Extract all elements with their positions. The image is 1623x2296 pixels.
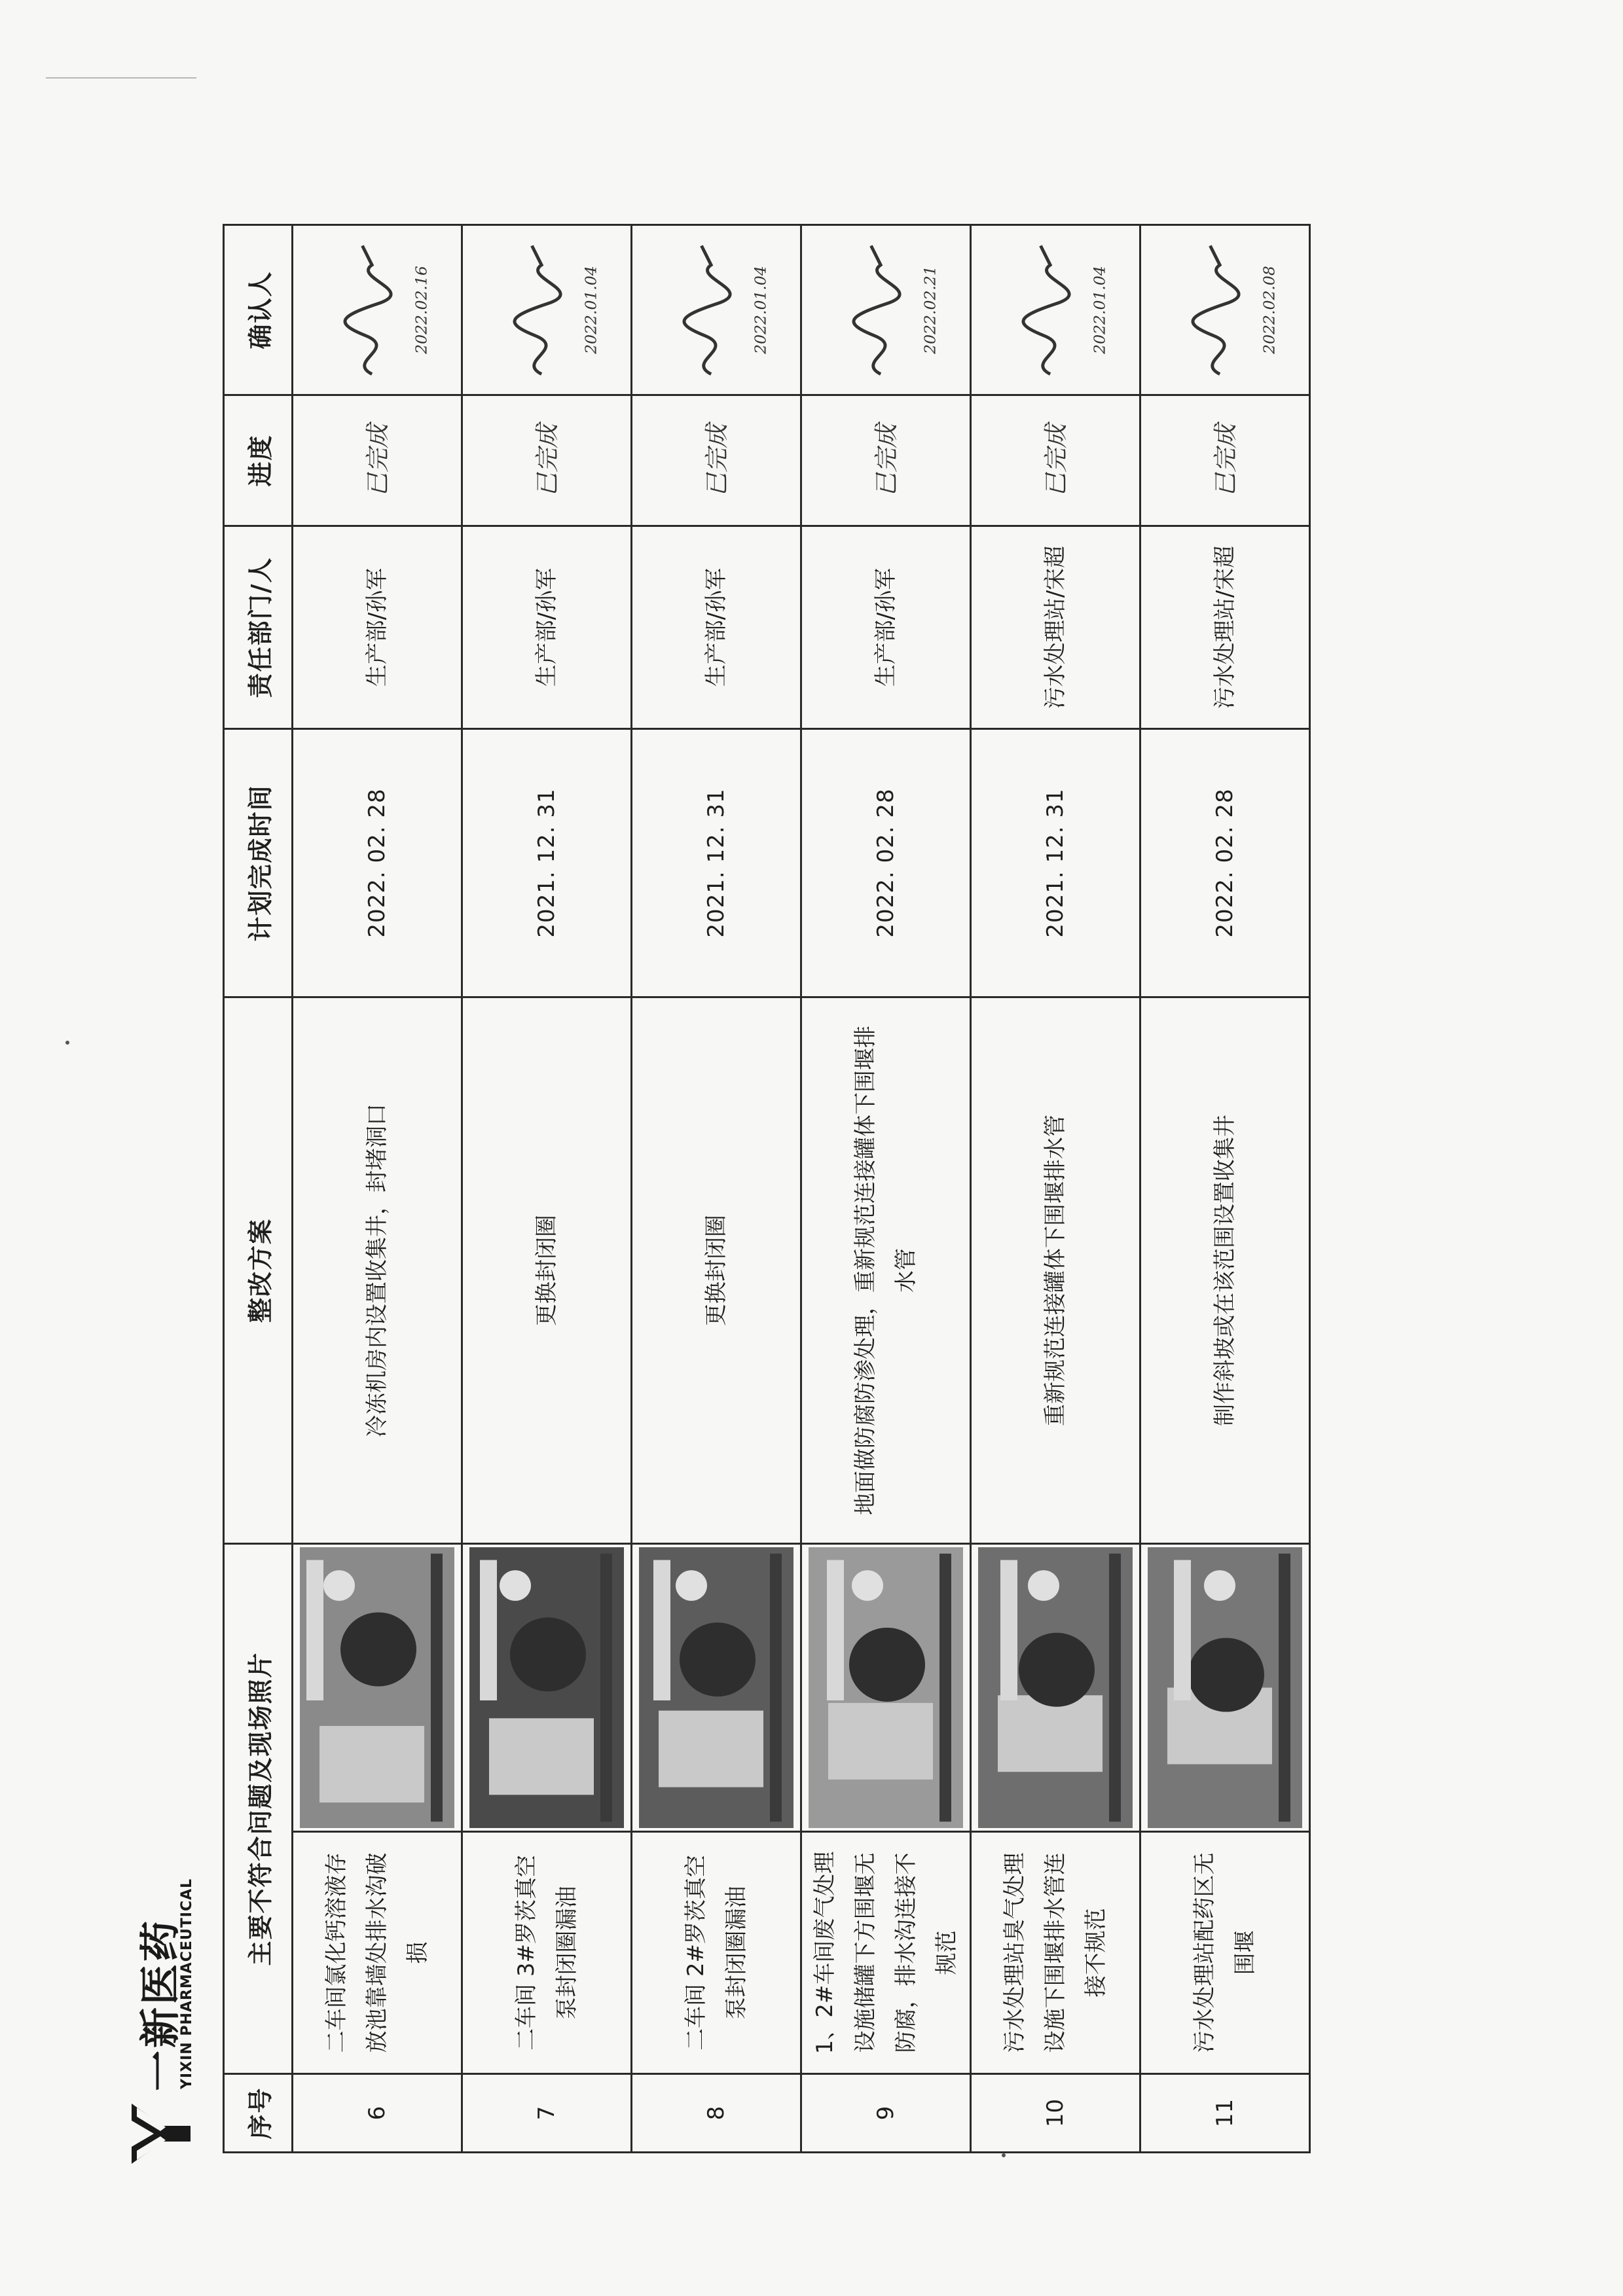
plan-text: 地面做防腐防渗处理，重新规范连接罐体下围堰排水管 [801, 997, 971, 1543]
header-deadline: 计划完成时间 [224, 728, 293, 997]
site-photo [978, 1547, 1133, 1828]
progress-handwriting [639, 397, 793, 524]
header-plan: 整改方案 [224, 997, 293, 1543]
rotated-table-frame [223, 226, 1279, 2153]
table-row [632, 224, 801, 2152]
confirmer-cell [293, 224, 462, 395]
scan-edge-line [46, 77, 196, 79]
table-row [801, 224, 971, 2152]
confirmer-signature [809, 226, 963, 393]
row-number: 7 [462, 2074, 632, 2153]
row-number: 11 [1140, 2074, 1310, 2153]
confirmer-cell [801, 224, 971, 395]
photo-cell [801, 1543, 971, 1831]
confirmer-signature [639, 226, 793, 393]
table-row [293, 224, 462, 2152]
progress-handwriting [300, 397, 454, 524]
owner-text: 生产部/孙军 [462, 526, 632, 728]
header-issue: 主要不符合问题及现场照片 [224, 1543, 293, 2073]
header-no: 序号 [224, 2074, 293, 2153]
confirmer-date: 2022.01.04 [1090, 266, 1109, 354]
row-number: 10 [971, 2074, 1140, 2153]
header-progress: 进度 [224, 395, 293, 526]
row-number: 8 [632, 2074, 801, 2153]
confirmer-cell [1140, 224, 1310, 395]
progress-text: 已完成 [872, 423, 901, 497]
company-name-en: YIXIN PHARMACEUTICAL [179, 1878, 195, 2089]
table-row [1140, 224, 1310, 2152]
progress-cell [462, 395, 632, 526]
owner-text: 生产部/孙军 [801, 526, 971, 728]
deadline-text: 2021. 12. 31 [462, 728, 632, 997]
table-row [971, 224, 1140, 2152]
progress-handwriting [978, 397, 1133, 524]
photo-cell [1140, 1543, 1310, 1831]
issue-text: 二车间 3#罗茨真空泵封闭圈漏油 [462, 1832, 632, 2074]
plan-text: 更换封闭圈 [632, 997, 801, 1543]
issue-text: 1、2#车间废气处理设施储罐下方围堰无防腐，排水沟连接不规范 [801, 1832, 971, 2074]
rectification-table [223, 224, 1311, 2153]
photo-cell [971, 1543, 1140, 1831]
photo-cell [462, 1543, 632, 1831]
deadline-text: 2021. 12. 31 [632, 728, 801, 997]
progress-text: 已完成 [1211, 423, 1240, 497]
plan-text: 更换封闭圈 [462, 997, 632, 1543]
progress-handwriting [1148, 397, 1302, 524]
progress-text: 已完成 [702, 423, 731, 497]
company-logo [128, 1800, 200, 2166]
plan-text: 制作斜坡或在该范围设置收集井 [1140, 997, 1310, 1543]
deadline-text: 2022. 02. 28 [293, 728, 462, 997]
photo-cell [632, 1543, 801, 1831]
confirmer-date: 2022.02.16 [412, 266, 431, 354]
header-confirmer: 确认人 [224, 224, 293, 395]
confirmer-cell [971, 224, 1140, 395]
site-photo [639, 1547, 793, 1828]
row-number: 6 [293, 2074, 462, 2153]
scan-speck [1002, 2153, 1006, 2157]
deadline-text: 2022. 02. 28 [1140, 728, 1310, 997]
owner-text: 生产部/孙军 [632, 526, 801, 728]
owner-text: 污水处理站/宋超 [971, 526, 1140, 728]
progress-cell [1140, 395, 1310, 526]
photo-cell [293, 1543, 462, 1831]
signature-stroke [684, 245, 730, 374]
confirmer-signature [1148, 226, 1302, 393]
plan-text: 重新规范连接罐体下围堰排水管 [971, 997, 1140, 1543]
signature-stroke [1023, 245, 1069, 374]
signature-stroke [854, 245, 900, 374]
scan-speck [65, 1041, 69, 1045]
confirmer-date: 2022.02.21 [921, 266, 939, 354]
row-number: 9 [801, 2074, 971, 2153]
issue-text: 二车间氯化钙溶液存放池靠墙处排水沟破损 [293, 1832, 462, 2074]
confirmer-signature [469, 226, 624, 393]
issue-text: 污水处理站配药区无围堰 [1140, 1832, 1310, 2074]
header-owner: 责任部门/人 [224, 526, 293, 728]
progress-text: 已完成 [1042, 423, 1070, 497]
site-photo [300, 1547, 454, 1828]
deadline-text: 2021. 12. 31 [971, 728, 1140, 997]
progress-cell [632, 395, 801, 526]
site-photo [809, 1547, 963, 1828]
confirmer-cell [632, 224, 801, 395]
company-name-cn: 一新医药 [136, 1918, 184, 2091]
confirmer-date: 2022.01.04 [581, 266, 600, 354]
confirmer-signature [978, 226, 1133, 393]
confirmer-date: 2022.02.08 [1260, 266, 1279, 354]
signature-stroke [1193, 245, 1239, 374]
table-header-row [224, 224, 293, 2152]
issue-text: 二车间 2#罗茨真空泵封闭圈漏油 [632, 1832, 801, 2074]
owner-text: 污水处理站/宋超 [1140, 526, 1310, 728]
site-photo [1148, 1547, 1302, 1828]
progress-cell [971, 395, 1140, 526]
confirmer-cell [462, 224, 632, 395]
signature-stroke [515, 245, 560, 374]
issue-text: 污水处理站臭气处理设施下围堰排水管连接不规范 [971, 1832, 1140, 2074]
progress-handwriting [469, 397, 624, 524]
progress-cell [801, 395, 971, 526]
progress-text: 已完成 [363, 423, 392, 497]
confirmer-signature [300, 226, 454, 393]
plan-text: 冷冻机房内设置收集井，封堵洞口 [293, 997, 462, 1543]
deadline-text: 2022. 02. 28 [801, 728, 971, 997]
signature-stroke [345, 245, 391, 374]
progress-handwriting [809, 397, 963, 524]
owner-text: 生产部/孙军 [293, 526, 462, 728]
progress-cell [293, 395, 462, 526]
confirmer-date: 2022.01.04 [751, 266, 770, 354]
site-photo [469, 1547, 624, 1828]
progress-text: 已完成 [533, 423, 562, 497]
table-row [462, 224, 632, 2152]
yixin-logo-mark [128, 2101, 193, 2166]
